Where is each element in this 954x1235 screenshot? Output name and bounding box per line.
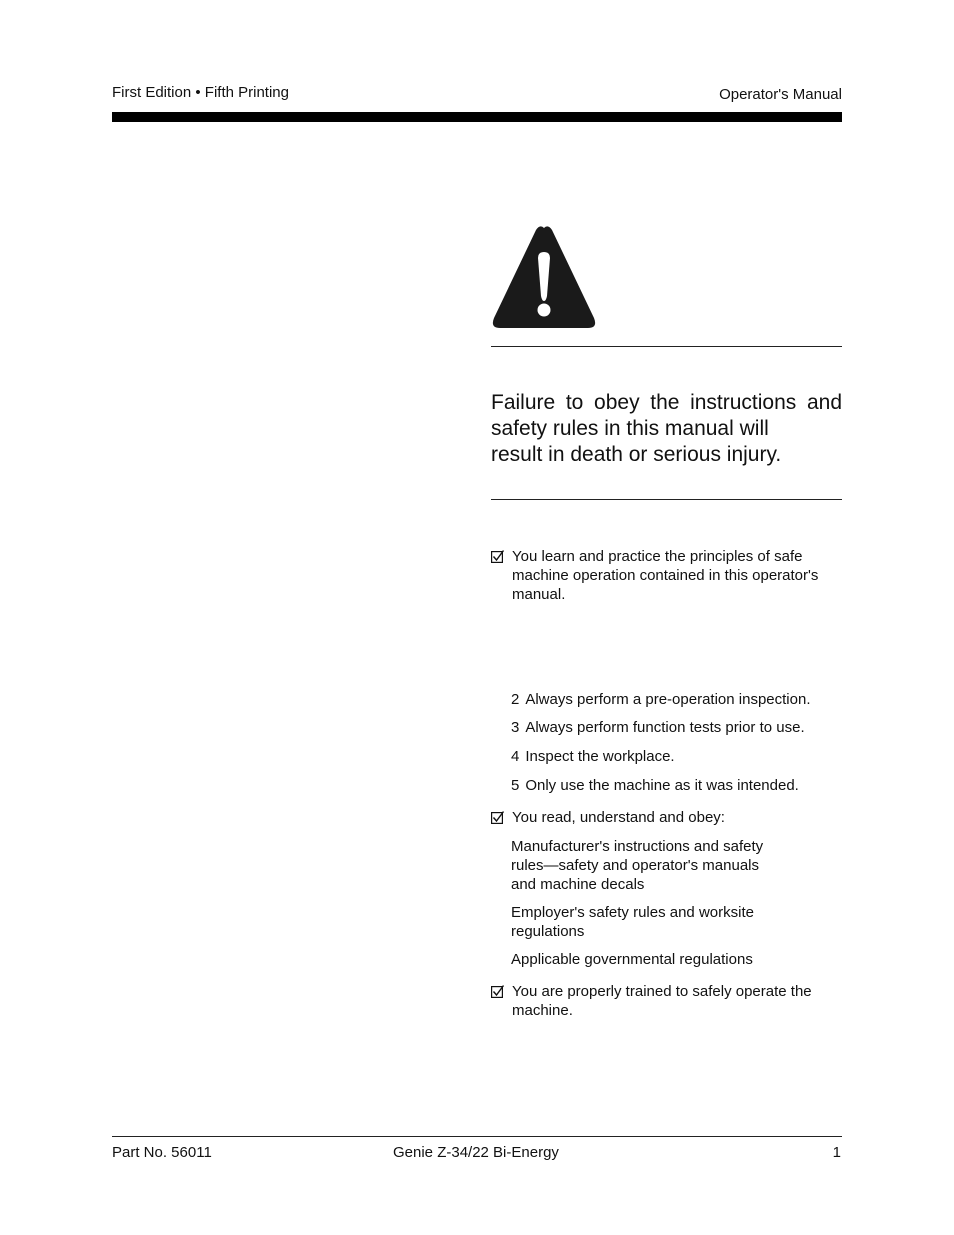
numbered-step (511, 718, 805, 737)
step-text: Always perform function tests prior to use. (525, 719, 805, 736)
header-manual-title: Operator's Manual (719, 86, 842, 103)
step-text: Only use the machine as it was intended. (525, 777, 799, 794)
numbered-step (511, 690, 810, 709)
warning-statement (491, 390, 842, 468)
numbered-step (511, 776, 799, 795)
step-number: 2 (511, 691, 520, 708)
obey-item: Applicable governmental regulations (511, 951, 753, 968)
step-number: 5 (511, 777, 520, 794)
warning-line: result in death or serious injury. (491, 443, 782, 466)
checklist-text: You are properly trained to safely operate the machine. (512, 983, 812, 1019)
warning-line: safety rules in this manual will (491, 417, 769, 440)
step-number: 3 (511, 719, 520, 736)
checklist-item (491, 982, 836, 1020)
step-text: Inspect the workplace. (525, 748, 675, 765)
warning-line: Failure to obey the instructions and (491, 391, 842, 414)
numbered-step (511, 747, 675, 766)
warning-top-rule (491, 346, 842, 347)
footer-model: Genie Z-34/22 Bi-Energy (393, 1144, 559, 1161)
checked-box-icon (491, 811, 504, 824)
checklist-item (491, 547, 836, 604)
obey-item: Employer's safety rules and worksite regulations (511, 904, 754, 940)
header-edition: First Edition • Fifth Printing (112, 84, 289, 101)
footer-rule (112, 1136, 842, 1137)
checked-box-icon (491, 985, 504, 998)
checklist-text: You learn and practice the principles of safe machine operation contained in this operator's manual. (512, 548, 819, 603)
warning-triangle-icon (490, 224, 598, 330)
step-number: 4 (511, 748, 520, 765)
checked-box-icon (491, 550, 504, 563)
obey-item: Manufacturer's instructions and safety rules—safety and operator's manuals and machine decals (511, 838, 764, 893)
header-divider-bar (112, 112, 842, 122)
checklist-item (491, 808, 836, 827)
warning-bottom-rule (491, 499, 842, 500)
footer-part-number: Part No. 56011 (112, 1144, 212, 1161)
checklist-text: You read, understand and obey: (512, 809, 725, 826)
footer-page-number: 1 (832, 1144, 841, 1161)
step-text: Always perform a pre-operation inspection. (525, 691, 811, 708)
